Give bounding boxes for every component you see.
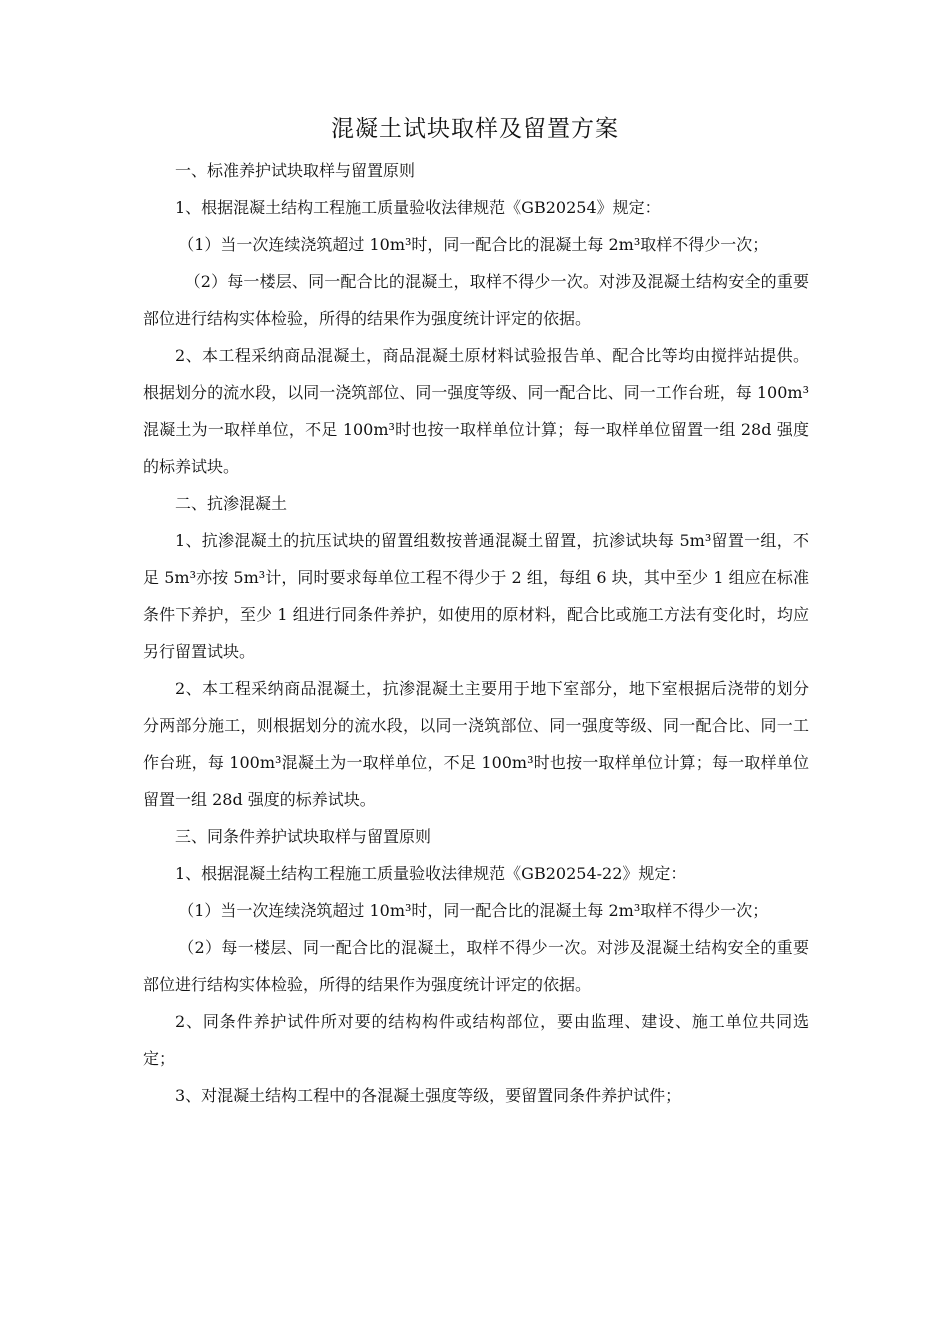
paragraph-same-condition-3: 3、对混凝土结构工程中的各混凝土强度等级，要留置同条件养护试件； [175, 1086, 682, 1105]
paragraph-impermeable-2: 2、本工程采纳商品混凝土，抗渗混凝土主要用于地下室部分，地下室根据后浇带的划分分两部分施工，则根据划分的流水段，以同一浇筑部位、同一强度等级、同一配合比、同一工作台班，每 100m³混凝土为一取样单位，不足 100m³时也按一取样单位计算；每一取样单位留置一组 28d 强度的标养试块。 [143, 679, 809, 809]
document-title: 混凝土试块取样及留置方案 [331, 116, 619, 142]
section-heading-impermeable: 二、抗渗混凝土 [175, 494, 288, 513]
paragraph-standard-1-2: （2）每一楼层、同一配合比的混凝土，取样不得少一次。对涉及混凝土结构安全的重要部位进行结构实体检验，所得的结果作为强度统计评定的依据。 [143, 272, 809, 328]
paragraph-same-condition-1-1: （1）当一次连续浇筑超过 10m³时，同一配合比的混凝土每 2m³取样不得少一次； [178, 901, 769, 920]
section-heading-standard-curing: 一、标准养护试块取样与留置原则 [175, 161, 416, 180]
document-body [143, 152, 809, 1114]
paragraph-standard-1-1: （1）当一次连续浇筑超过 10m³时，同一配合比的混凝土每 2m³取样不得少一次； [178, 235, 769, 254]
paragraph-standard-2: 2、本工程采纳商品混凝土，商品混凝土原材料试验报告单、配合比等均由搅拌站提供。根据划分的流水段，以同一浇筑部位、同一强度等级、同一配合比、同一工作台班，每 100m³混凝土为一取样单位，不足 100m³时也按一取样单位计算；每一取样单位留置一组 28d 强度的标养试块。 [143, 346, 809, 476]
paragraph-same-condition-1-2: （2）每一楼层、同一配合比的混凝土，取样不得少一次。对涉及混凝土结构安全的重要部位进行结构实体检验，所得的结果作为强度统计评定的依据。 [143, 938, 809, 994]
paragraph-standard-1: 1、根据混凝土结构工程施工质量验收法律规范《GB20254》规定： [175, 198, 661, 217]
paragraph-same-condition-1: 1、根据混凝土结构工程施工质量验收法律规范《GB20254-22》规定： [175, 864, 687, 883]
paragraph-impermeable-1: 1、抗渗混凝土的抗压试块的留置组数按普通混凝土留置，抗渗试块每 5m³留置一组，不足 5m³亦按 5m³计，同时要求每单位工程不得少于 2 组，每组 6 块，其中至少 1 组应在标准条件下养护，至少 1 组进行同条件养护，如使用的原材料，配合比或施工方法有变化时，均应另行留置试块。 [143, 531, 809, 661]
section-heading-same-condition: 三、同条件养护试块取样与留置原则 [175, 827, 432, 846]
paragraph-same-condition-2: 2、同条件养护试件所对要的结构构件或结构部位，要由监理、建设、施工单位共同选定； [143, 1012, 809, 1068]
